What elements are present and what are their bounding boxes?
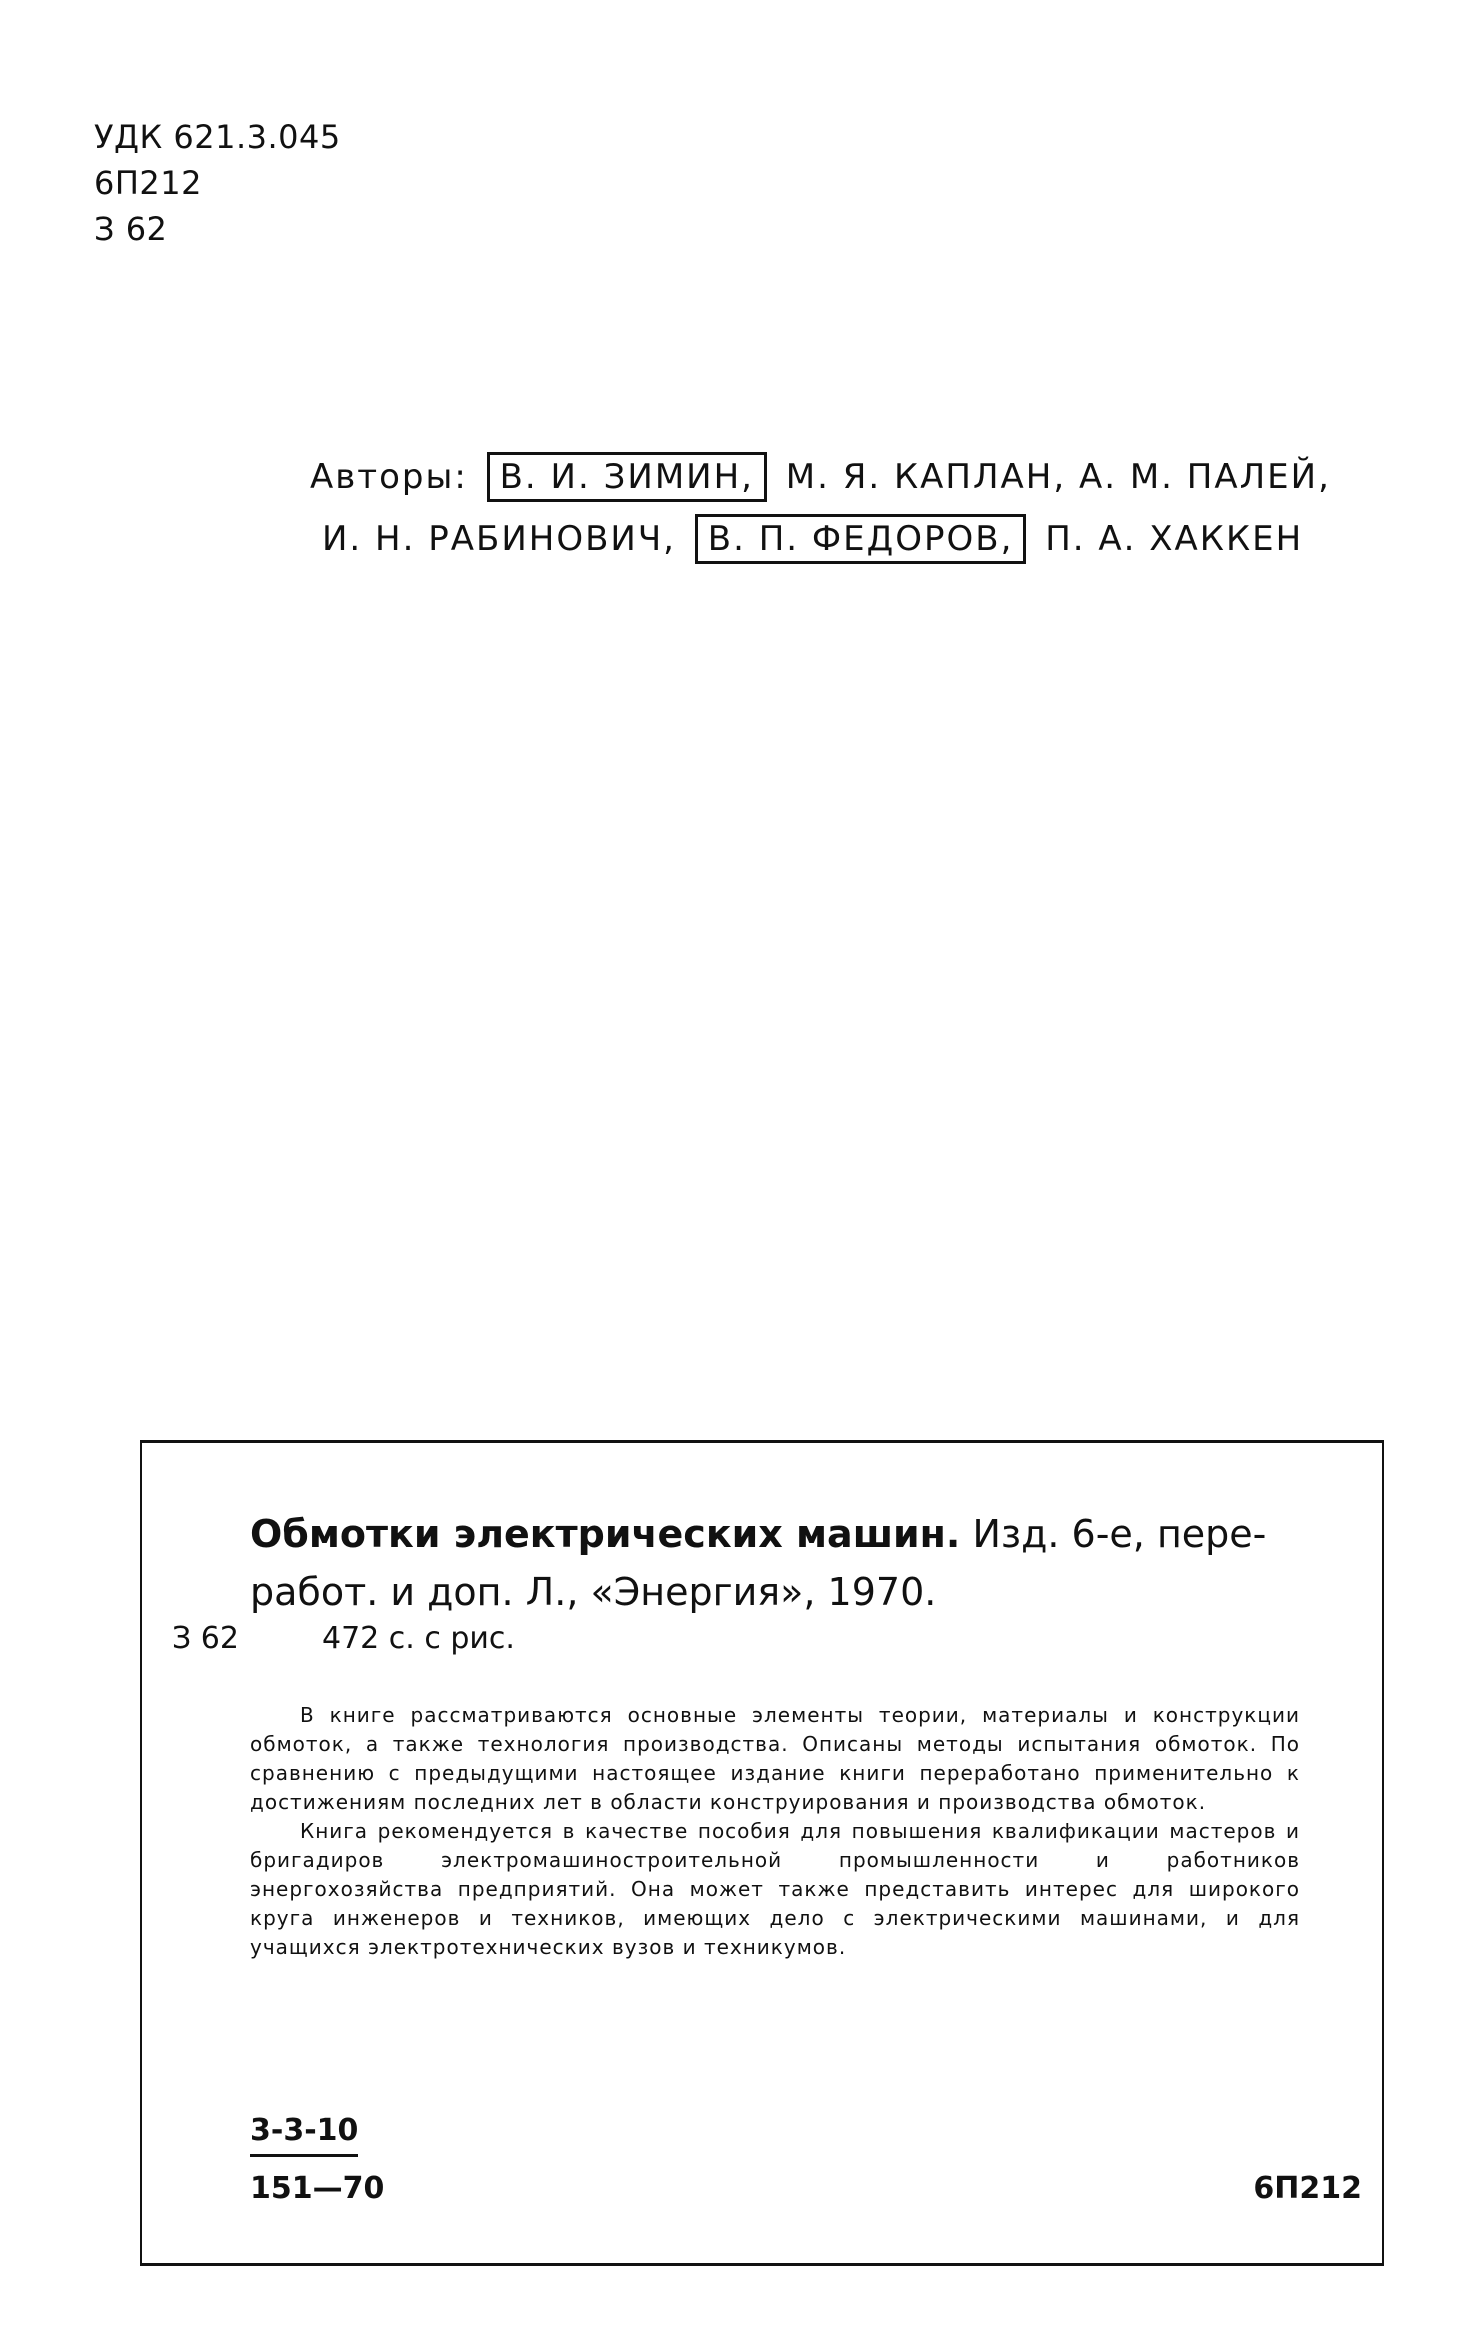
card-index: З 62 [172,1621,239,1656]
author-kaplan: М. Я. КАПЛАН, [785,457,1067,497]
catalog-card [140,1440,1384,2266]
book-title: Обмотки электрических машин. [250,1512,961,1556]
edition-info: Изд. 6-е, пере- [960,1512,1267,1556]
author-zimin: В. И. ЗИМИН, [487,452,767,502]
class-code-top: 3-3-10 [250,2113,358,2157]
abstract-paragraph-1: В книге рассматриваются основные элементы теории, материалы и конструкции обмоток, а также технология производства. Описаны методы испытания обмоток. По сравнению с предыдущими настоящее издание книги переработано применительно к достижениям последних лет в области конструирования и производства обмоток. [250,1703,1300,1814]
authors-line-1 [310,452,1331,502]
bbk-code: 6П212 [94,164,202,202]
card-pages: 472 с. с рис. [322,1621,515,1656]
udc-code: УДК 621.3.045 [94,118,341,156]
class-code-right: 6П212 [1253,2171,1362,2206]
author-paley: А. М. ПАЛЕЙ, [1078,457,1331,497]
card-title-line-2: работ. и доп. Л., «Энергия», 1970. [250,1570,937,1614]
author-mark: З 62 [94,210,168,248]
card-title-line-1 [250,1505,1300,1563]
class-code-bottom: 151—70 [250,2171,385,2206]
author-hakken: П. А. ХАККЕН [1045,519,1304,559]
authors-line-2 [322,514,1303,564]
author-fedorov: В. П. ФЕДОРОВ, [695,514,1027,564]
author-rabinovich: И. Н. РАБИНОВИЧ, [322,519,676,559]
abstract-paragraph-2: Книга рекомендуется в качестве пособия для повышения квалификации мастеров и бригадиров электромашиностроительной промышленности и работников энергохозяйства предприятий. Она может также представить интерес для широкого круга инженеров и техников, имеющих дело с электрическими машинами, и для учащихся электротехнических вузов и техникумов. [250,1819,1300,1959]
abstract [250,1701,1300,1962]
authors-label: Авторы: [310,457,468,497]
card-title [250,1505,1300,1621]
udc-block [94,114,341,252]
